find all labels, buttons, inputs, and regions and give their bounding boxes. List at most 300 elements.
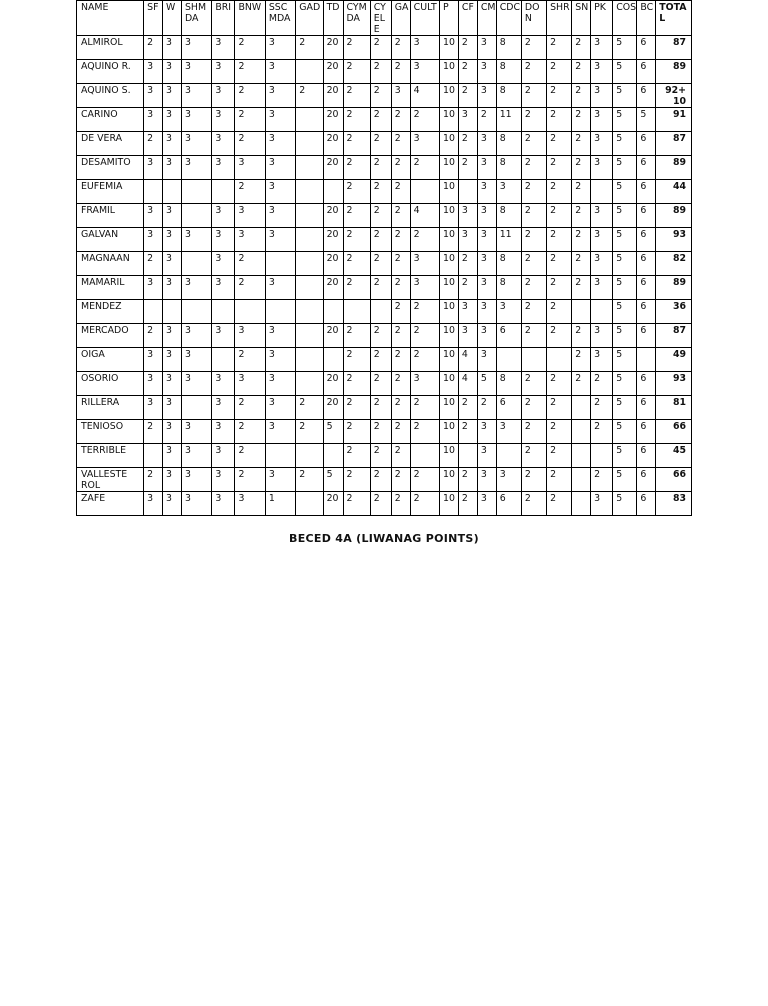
score-cell: 5 bbox=[613, 492, 637, 516]
score-cell: 3 bbox=[181, 468, 211, 492]
score-cell: 3 bbox=[591, 84, 613, 108]
score-cell: 2 bbox=[547, 36, 572, 60]
score-cell: 3 bbox=[144, 60, 163, 84]
score-cell bbox=[296, 60, 323, 84]
score-cell: 2 bbox=[343, 84, 370, 108]
score-cell: 2 bbox=[521, 492, 546, 516]
score-cell: 10 bbox=[440, 492, 459, 516]
score-cell: 2 bbox=[370, 492, 391, 516]
score-cell: 2 bbox=[477, 108, 496, 132]
score-cell: 6 bbox=[637, 468, 656, 492]
score-cell bbox=[265, 300, 295, 324]
score-cell: 3 bbox=[181, 84, 211, 108]
score-cell: 3 bbox=[163, 204, 182, 228]
column-header: SF bbox=[144, 1, 163, 36]
score-cell bbox=[496, 444, 521, 468]
score-cell: 2 bbox=[547, 204, 572, 228]
score-cell: 2 bbox=[410, 108, 439, 132]
score-cell: 3 bbox=[477, 132, 496, 156]
score-cell: 8 bbox=[496, 276, 521, 300]
student-name: AQUINO R. bbox=[77, 60, 144, 84]
score-cell bbox=[370, 300, 391, 324]
score-cell: 3 bbox=[235, 228, 265, 252]
score-cell: 8 bbox=[496, 84, 521, 108]
score-cell bbox=[496, 348, 521, 372]
score-cell: 4 bbox=[458, 372, 477, 396]
score-cell bbox=[163, 300, 182, 324]
score-cell bbox=[296, 156, 323, 180]
table-row bbox=[77, 276, 692, 300]
score-cell: 2 bbox=[521, 180, 546, 204]
score-cell: 10 bbox=[440, 300, 459, 324]
score-cell: 2 bbox=[458, 492, 477, 516]
score-cell: 2 bbox=[235, 420, 265, 444]
score-cell bbox=[212, 180, 235, 204]
score-cell: 2 bbox=[521, 132, 546, 156]
table-row bbox=[77, 180, 692, 204]
score-cell: 3 bbox=[477, 348, 496, 372]
score-cell: 3 bbox=[265, 132, 295, 156]
score-cell: 3 bbox=[496, 468, 521, 492]
column-header: W bbox=[163, 1, 182, 36]
score-cell: 3 bbox=[212, 228, 235, 252]
score-cell bbox=[144, 444, 163, 468]
score-cell: 3 bbox=[181, 108, 211, 132]
score-cell: 2 bbox=[235, 60, 265, 84]
score-cell: 3 bbox=[181, 348, 211, 372]
score-cell: 2 bbox=[521, 468, 546, 492]
total-cell: 49 bbox=[656, 348, 692, 372]
score-cell: 5 bbox=[613, 228, 637, 252]
score-cell: 2 bbox=[572, 228, 591, 252]
score-cell: 2 bbox=[144, 132, 163, 156]
score-cell: 3 bbox=[163, 156, 182, 180]
score-cell bbox=[410, 444, 439, 468]
score-cell: 6 bbox=[637, 420, 656, 444]
score-cell: 2 bbox=[370, 396, 391, 420]
score-cell: 10 bbox=[440, 468, 459, 492]
score-cell: 6 bbox=[637, 492, 656, 516]
score-cell: 6 bbox=[637, 372, 656, 396]
score-cell: 3 bbox=[265, 420, 295, 444]
score-cell: 2 bbox=[572, 108, 591, 132]
table-row bbox=[77, 444, 692, 468]
score-cell: 3 bbox=[477, 276, 496, 300]
score-cell: 2 bbox=[547, 156, 572, 180]
score-cell: 2 bbox=[343, 348, 370, 372]
score-cell: 3 bbox=[163, 276, 182, 300]
score-cell: 2 bbox=[391, 108, 410, 132]
score-cell: 2 bbox=[521, 108, 546, 132]
score-cell: 5 bbox=[613, 180, 637, 204]
score-cell: 3 bbox=[477, 36, 496, 60]
score-cell: 4 bbox=[410, 84, 439, 108]
score-cell: 3 bbox=[181, 132, 211, 156]
score-cell: 10 bbox=[440, 444, 459, 468]
score-cell: 8 bbox=[496, 252, 521, 276]
score-cell: 3 bbox=[235, 324, 265, 348]
score-cell: 2 bbox=[572, 36, 591, 60]
total-cell: 66 bbox=[656, 468, 692, 492]
column-header-name: NAME bbox=[77, 1, 144, 36]
score-cell: 2 bbox=[572, 132, 591, 156]
score-cell: 2 bbox=[343, 492, 370, 516]
student-name: OIGA bbox=[77, 348, 144, 372]
score-cell: 10 bbox=[440, 324, 459, 348]
score-cell bbox=[296, 252, 323, 276]
score-cell: 3 bbox=[212, 60, 235, 84]
score-cell: 3 bbox=[212, 420, 235, 444]
score-cell: 3 bbox=[265, 156, 295, 180]
score-cell bbox=[265, 252, 295, 276]
score-cell: 2 bbox=[458, 132, 477, 156]
score-cell bbox=[637, 348, 656, 372]
score-cell: 2 bbox=[572, 84, 591, 108]
score-cell: 2 bbox=[370, 228, 391, 252]
student-name: MERCADO bbox=[77, 324, 144, 348]
score-cell: 2 bbox=[391, 60, 410, 84]
score-cell: 2 bbox=[410, 348, 439, 372]
column-header: TD bbox=[323, 1, 343, 36]
score-cell bbox=[265, 444, 295, 468]
student-name: MAGNAAN bbox=[77, 252, 144, 276]
score-cell bbox=[572, 420, 591, 444]
column-header: COS bbox=[613, 1, 637, 36]
table-row bbox=[77, 156, 692, 180]
score-cell: 2 bbox=[144, 252, 163, 276]
score-cell: 3 bbox=[265, 372, 295, 396]
score-cell: 10 bbox=[440, 420, 459, 444]
score-cell: 2 bbox=[370, 156, 391, 180]
score-cell bbox=[521, 348, 546, 372]
score-cell: 3 bbox=[212, 372, 235, 396]
score-cell: 5 bbox=[613, 84, 637, 108]
score-cell: 6 bbox=[637, 180, 656, 204]
score-cell: 3 bbox=[496, 420, 521, 444]
score-cell bbox=[572, 444, 591, 468]
score-cell: 6 bbox=[637, 324, 656, 348]
student-name: MAMARIL bbox=[77, 276, 144, 300]
score-cell: 20 bbox=[323, 492, 343, 516]
total-cell: 89 bbox=[656, 60, 692, 84]
score-cell: 2 bbox=[547, 420, 572, 444]
column-header: GA bbox=[391, 1, 410, 36]
score-cell: 3 bbox=[163, 108, 182, 132]
score-cell: 5 bbox=[613, 444, 637, 468]
score-cell: 3 bbox=[391, 84, 410, 108]
score-cell: 2 bbox=[547, 84, 572, 108]
score-cell: 20 bbox=[323, 108, 343, 132]
score-cell: 2 bbox=[235, 468, 265, 492]
score-cell: 3 bbox=[496, 180, 521, 204]
score-cell: 20 bbox=[323, 276, 343, 300]
score-cell: 2 bbox=[235, 84, 265, 108]
score-cell: 2 bbox=[370, 252, 391, 276]
score-cell bbox=[572, 468, 591, 492]
score-cell: 2 bbox=[410, 324, 439, 348]
score-cell: 2 bbox=[521, 84, 546, 108]
score-cell bbox=[144, 300, 163, 324]
score-cell: 3 bbox=[163, 252, 182, 276]
score-cell: 10 bbox=[440, 60, 459, 84]
score-cell: 2 bbox=[343, 252, 370, 276]
score-cell: 3 bbox=[144, 492, 163, 516]
score-cell: 3 bbox=[477, 492, 496, 516]
score-cell: 2 bbox=[391, 36, 410, 60]
student-name: VALLESTE ROL bbox=[77, 468, 144, 492]
total-cell: 91 bbox=[656, 108, 692, 132]
score-cell: 3 bbox=[212, 108, 235, 132]
score-cell: 3 bbox=[235, 156, 265, 180]
score-cell: 2 bbox=[410, 300, 439, 324]
score-cell: 2 bbox=[144, 324, 163, 348]
score-cell: 3 bbox=[181, 420, 211, 444]
score-cell bbox=[296, 348, 323, 372]
score-cell: 3 bbox=[477, 420, 496, 444]
score-cell: 3 bbox=[212, 132, 235, 156]
score-cell: 3 bbox=[458, 108, 477, 132]
score-cell bbox=[410, 180, 439, 204]
score-cell: 2 bbox=[521, 324, 546, 348]
score-cell: 6 bbox=[637, 276, 656, 300]
score-cell: 2 bbox=[547, 60, 572, 84]
total-cell: 45 bbox=[656, 444, 692, 468]
table-row bbox=[77, 396, 692, 420]
score-cell: 2 bbox=[410, 420, 439, 444]
score-cell: 2 bbox=[370, 276, 391, 300]
score-cell: 2 bbox=[391, 228, 410, 252]
score-cell: 2 bbox=[572, 156, 591, 180]
score-cell: 2 bbox=[521, 276, 546, 300]
score-cell bbox=[323, 348, 343, 372]
score-cell: 3 bbox=[181, 276, 211, 300]
score-cell: 20 bbox=[323, 156, 343, 180]
column-header: CYELE bbox=[370, 1, 391, 36]
score-cell: 6 bbox=[637, 132, 656, 156]
score-cell: 2 bbox=[343, 228, 370, 252]
score-cell: 5 bbox=[637, 108, 656, 132]
score-cell: 2 bbox=[521, 372, 546, 396]
score-cell: 10 bbox=[440, 156, 459, 180]
score-cell: 2 bbox=[521, 444, 546, 468]
score-cell: 3 bbox=[410, 252, 439, 276]
score-cell bbox=[296, 228, 323, 252]
header-row bbox=[77, 1, 692, 36]
score-cell: 3 bbox=[144, 372, 163, 396]
score-cell: 2 bbox=[296, 420, 323, 444]
score-cell: 20 bbox=[323, 60, 343, 84]
score-cell: 3 bbox=[265, 60, 295, 84]
score-cell: 2 bbox=[458, 60, 477, 84]
score-cell: 5 bbox=[613, 468, 637, 492]
score-cell: 2 bbox=[343, 420, 370, 444]
score-cell: 2 bbox=[370, 348, 391, 372]
score-cell: 2 bbox=[547, 468, 572, 492]
score-cell: 5 bbox=[613, 132, 637, 156]
student-name: DE VERA bbox=[77, 132, 144, 156]
score-cell: 2 bbox=[343, 36, 370, 60]
score-cell: 3 bbox=[181, 444, 211, 468]
score-cell: 3 bbox=[477, 156, 496, 180]
score-cell: 3 bbox=[163, 348, 182, 372]
score-cell bbox=[163, 180, 182, 204]
score-cell: 2 bbox=[296, 36, 323, 60]
score-cell: 3 bbox=[181, 60, 211, 84]
score-cell: 2 bbox=[391, 156, 410, 180]
score-cell: 3 bbox=[458, 204, 477, 228]
score-cell: 2 bbox=[521, 204, 546, 228]
score-cell bbox=[547, 348, 572, 372]
score-cell: 5 bbox=[477, 372, 496, 396]
score-cell: 3 bbox=[212, 492, 235, 516]
score-cell bbox=[323, 300, 343, 324]
table-row bbox=[77, 324, 692, 348]
score-cell: 3 bbox=[458, 228, 477, 252]
student-name: CARINO bbox=[77, 108, 144, 132]
score-cell: 3 bbox=[212, 324, 235, 348]
score-cell: 8 bbox=[496, 156, 521, 180]
score-cell: 3 bbox=[212, 156, 235, 180]
score-cell: 2 bbox=[410, 228, 439, 252]
score-cell: 2 bbox=[370, 444, 391, 468]
score-cell: 5 bbox=[323, 420, 343, 444]
table-row bbox=[77, 372, 692, 396]
score-cell: 2 bbox=[591, 372, 613, 396]
score-cell: 4 bbox=[410, 204, 439, 228]
score-cell: 2 bbox=[458, 84, 477, 108]
score-cell: 6 bbox=[637, 60, 656, 84]
score-cell: 2 bbox=[343, 156, 370, 180]
score-cell bbox=[296, 276, 323, 300]
score-cell: 2 bbox=[477, 396, 496, 420]
table-row bbox=[77, 60, 692, 84]
score-cell: 2 bbox=[343, 276, 370, 300]
score-cell: 2 bbox=[296, 396, 323, 420]
score-cell: 3 bbox=[163, 492, 182, 516]
score-cell: 3 bbox=[265, 276, 295, 300]
column-header: PK bbox=[591, 1, 613, 36]
score-cell: 3 bbox=[265, 468, 295, 492]
score-cell: 3 bbox=[591, 252, 613, 276]
total-cell: 89 bbox=[656, 156, 692, 180]
score-cell: 3 bbox=[265, 324, 295, 348]
table-row bbox=[77, 36, 692, 60]
score-cell: 6 bbox=[637, 252, 656, 276]
score-cell: 2 bbox=[235, 252, 265, 276]
table-caption: BECED 4A (LIWANAG POINTS) bbox=[289, 532, 479, 545]
score-cell: 2 bbox=[296, 84, 323, 108]
table-row bbox=[77, 468, 692, 492]
score-cell: 2 bbox=[458, 252, 477, 276]
score-cell: 3 bbox=[235, 204, 265, 228]
score-cell: 3 bbox=[181, 36, 211, 60]
score-cell: 2 bbox=[391, 252, 410, 276]
total-cell: 82 bbox=[656, 252, 692, 276]
score-cell: 3 bbox=[477, 60, 496, 84]
points-table bbox=[76, 0, 692, 516]
score-cell: 5 bbox=[613, 156, 637, 180]
score-cell: 2 bbox=[391, 444, 410, 468]
student-name: MENDEZ bbox=[77, 300, 144, 324]
score-cell: 2 bbox=[370, 180, 391, 204]
score-cell: 3 bbox=[477, 300, 496, 324]
score-cell: 3 bbox=[235, 492, 265, 516]
score-cell: 5 bbox=[613, 36, 637, 60]
score-cell: 2 bbox=[343, 468, 370, 492]
score-cell: 20 bbox=[323, 324, 343, 348]
score-cell: 3 bbox=[181, 492, 211, 516]
score-cell: 10 bbox=[440, 180, 459, 204]
table-row bbox=[77, 420, 692, 444]
score-cell bbox=[296, 444, 323, 468]
score-cell: 3 bbox=[458, 300, 477, 324]
score-cell: 3 bbox=[212, 468, 235, 492]
score-cell: 2 bbox=[521, 156, 546, 180]
total-cell: 66 bbox=[656, 420, 692, 444]
score-cell: 3 bbox=[591, 108, 613, 132]
score-cell: 3 bbox=[163, 324, 182, 348]
score-cell: 2 bbox=[521, 228, 546, 252]
column-header: CYMDA bbox=[343, 1, 370, 36]
student-name: TERRIBLE bbox=[77, 444, 144, 468]
score-cell bbox=[591, 300, 613, 324]
score-cell: 3 bbox=[591, 228, 613, 252]
score-cell: 3 bbox=[163, 36, 182, 60]
score-cell: 20 bbox=[323, 372, 343, 396]
score-cell: 3 bbox=[410, 132, 439, 156]
score-cell: 2 bbox=[391, 300, 410, 324]
score-cell: 8 bbox=[496, 60, 521, 84]
score-cell: 5 bbox=[613, 348, 637, 372]
score-cell: 10 bbox=[440, 228, 459, 252]
score-cell: 2 bbox=[370, 84, 391, 108]
score-cell: 2 bbox=[296, 468, 323, 492]
score-cell: 20 bbox=[323, 228, 343, 252]
score-cell: 2 bbox=[547, 228, 572, 252]
score-cell: 8 bbox=[496, 132, 521, 156]
score-cell: 2 bbox=[343, 204, 370, 228]
score-cell: 3 bbox=[144, 204, 163, 228]
score-cell: 1 bbox=[265, 492, 295, 516]
score-cell bbox=[323, 444, 343, 468]
score-cell: 3 bbox=[477, 468, 496, 492]
column-header: P bbox=[440, 1, 459, 36]
score-cell: 2 bbox=[343, 132, 370, 156]
score-cell: 2 bbox=[235, 132, 265, 156]
score-cell bbox=[181, 204, 211, 228]
table-row bbox=[77, 204, 692, 228]
score-cell: 2 bbox=[591, 396, 613, 420]
score-cell: 2 bbox=[521, 252, 546, 276]
score-cell bbox=[458, 444, 477, 468]
table-row bbox=[77, 84, 692, 108]
score-cell: 3 bbox=[212, 204, 235, 228]
score-cell: 10 bbox=[440, 84, 459, 108]
column-header: CULT bbox=[410, 1, 439, 36]
score-cell: 3 bbox=[591, 156, 613, 180]
score-cell: 3 bbox=[265, 204, 295, 228]
table-body bbox=[77, 36, 692, 516]
score-cell: 2 bbox=[591, 468, 613, 492]
score-cell: 2 bbox=[547, 372, 572, 396]
score-cell: 2 bbox=[235, 108, 265, 132]
score-cell: 2 bbox=[547, 252, 572, 276]
score-cell: 20 bbox=[323, 84, 343, 108]
score-cell: 3 bbox=[591, 60, 613, 84]
score-cell: 2 bbox=[521, 396, 546, 420]
score-cell: 2 bbox=[547, 444, 572, 468]
total-cell: 36 bbox=[656, 300, 692, 324]
